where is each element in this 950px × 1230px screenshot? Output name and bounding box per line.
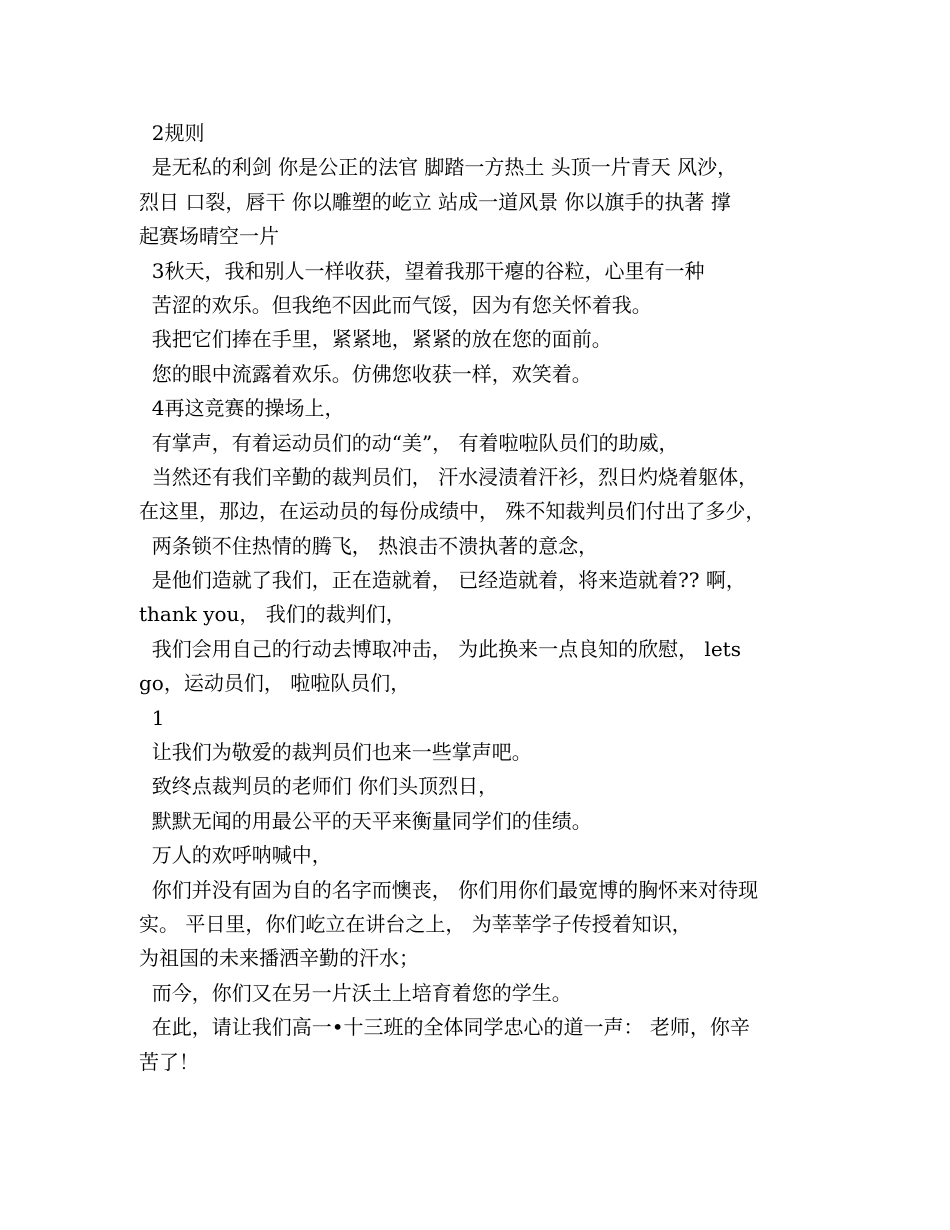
text-line: 是他们造就了我们，正在造就着， 已经造就着，将来造就着?? 啊， <box>139 568 746 593</box>
body-text <box>139 116 829 1079</box>
text-line: 3秋天，我和别人一样收获，望着我那干瘪的谷粒，心里有一种 <box>139 258 705 283</box>
text-line: 您的眼中流露着欢乐。仿佛您收获一样，欢笑着。 <box>139 361 592 386</box>
text-line: 起赛场晴空一片 <box>139 224 279 249</box>
text-line: 烈日 口裂，唇干 你以雕塑的屹立 站成一道风景 你以旗手的执著 撑 <box>139 189 731 214</box>
text-line: 2规则 <box>139 121 205 145</box>
text-line: 苦了！ <box>139 1049 199 1074</box>
text-line: 万人的欢呼呐喊中， <box>139 843 332 868</box>
text-line: 默默无闻的用最公平的天平来衡量同学们的佳绩。 <box>139 808 592 833</box>
text-line: thank you， 我们的裁判们， <box>139 602 406 627</box>
text-line: 我把它们捧在手里，紧紧地，紧紧的放在您的面前。 <box>139 327 612 352</box>
text-line: 有掌声，有着运动员们的动“美”， 有着啦啦队员们的助威， <box>139 430 679 455</box>
text-line: 你们并没有固为自的名字而懊丧， 你们用你们最宽博的胸怀来对待现 <box>139 877 759 902</box>
text-line: 在这里，那边，在运动员的每份成绩中， 殊不知裁判员们付出了多少， <box>139 499 766 524</box>
text-line: 4再这竞赛的操场上， <box>139 396 345 421</box>
text-line: 苦涩的欢乐。但我绝不因此而气馁，因为有您关怀着我。 <box>139 292 652 317</box>
text-line: 致终点裁判员的老师们 你们头顶烈日， <box>139 774 499 799</box>
text-line: go，运动员们， 啦啦队员们， <box>139 671 411 696</box>
text-line: 实。 平日里，你们屹立在讲台之上， 为莘莘学子传授着知识， <box>139 911 692 936</box>
text-line: 在此，请让我们高一•十三班的全体同学忠心的道一声： 老师，你辛 <box>139 1015 750 1040</box>
text-line: 是无私的利剑 你是公正的法官 脚踏一方热土 头顶一片青天 风沙， <box>139 155 738 180</box>
text-line: 我们会用自己的行动去博取冲击， 为此换来一点良知的欣慰， lets <box>139 636 741 661</box>
text-line: 让我们为敬爱的裁判员们也来一些掌声吧。 <box>139 740 532 765</box>
text-line: 为祖国的未来播洒辛勤的汗水； <box>139 946 419 971</box>
text-line: 而今，你们又在另一片沃土上培育着您的学生。 <box>139 980 572 1005</box>
text-line: 两条锁不住热情的腾飞， 热浪击不溃执著的意念， <box>139 533 599 558</box>
text-line: 1 <box>139 705 165 730</box>
text-line: 当然还有我们辛勤的裁判员们， 汗水浸渍着汗衫，烈日灼烧着躯体， <box>139 464 759 489</box>
